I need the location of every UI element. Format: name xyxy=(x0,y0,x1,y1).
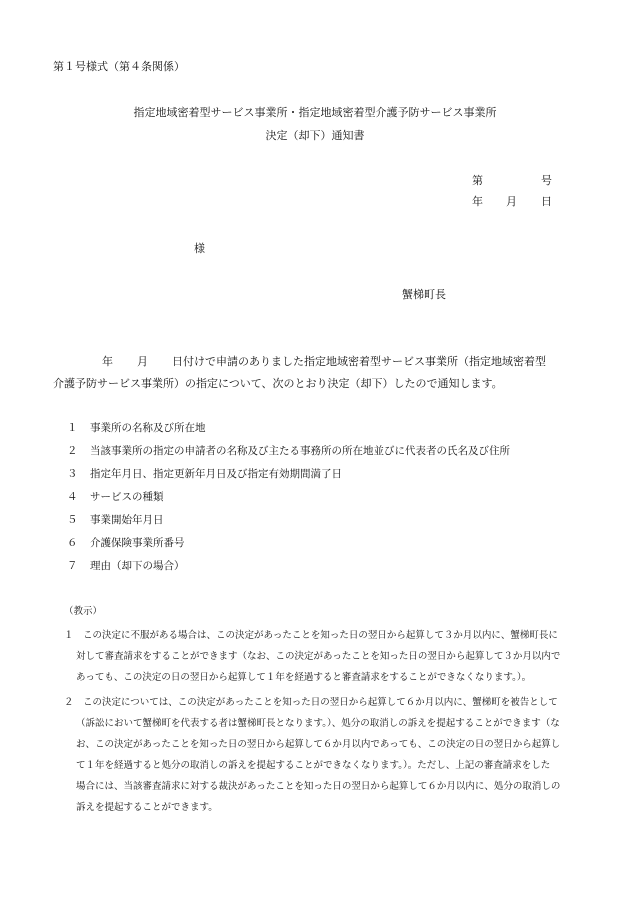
notice-p2-line1: ２ この決定については、この決定があったことを知った日の翌日から起算して６か月以内に、蟹梯町を被告として xyxy=(64,697,558,708)
list-item: 事業所の名称及び所在地 xyxy=(90,422,206,434)
body-line1: 日付けで申請のありました指定地域密着型サービス事業所（指定地域密着型 xyxy=(172,355,546,368)
addressee-suffix: 様 xyxy=(194,242,205,255)
list-item: サービスの種類 xyxy=(90,491,164,503)
notice-p1-line1: １ この決定に不服がある場合は、この決定があったことを知った日の翌日から起算して３か月以内に、蟹梯町長に xyxy=(64,630,558,641)
list-item: 介護保険事業所番号 xyxy=(90,537,185,549)
notice-p2-line3: お、この決定があったことを知った日の翌日から起算して６か月以内であっても、この決定の日の翌日から起算し xyxy=(76,739,561,750)
form-label: 第１号様式（第４条関係） xyxy=(53,60,185,73)
list-item: 事業開始年月日 xyxy=(90,514,164,526)
list-item: 理由（却下の場合） xyxy=(90,560,185,572)
list-item-number: ４ xyxy=(67,491,78,503)
list-item: 当該事業所の指定の申請者の名称及び主たる事務所の所在地並びに代表者の氏名及び住所 xyxy=(90,445,510,457)
date-day: 日 xyxy=(541,195,552,208)
notice-heading: （教示） xyxy=(64,606,103,617)
document-title-line2: 決定（却下）通知書 xyxy=(265,129,365,142)
body-line2: 介護予防サービス事業所）の指定について、次のとおり決定（却下）したので通知します。 xyxy=(53,377,503,390)
notice-p2-line4: て１年を経過すると処分の取消しの訴えを提起することができなくなります。）。ただし、上記の審査請求をした xyxy=(76,760,551,771)
date-year: 年 xyxy=(472,195,483,208)
notice-p2-line5: 場合には、当該審査請求に対する裁決があったことを知った日の翌日から起算して６か月以内に、処分の取消しの xyxy=(76,781,561,792)
list-item: 指定年月日、指定更新年月日及び指定有効期間満了日 xyxy=(90,468,342,480)
list-item-number: ５ xyxy=(67,514,78,526)
list-item-number: ６ xyxy=(67,537,78,549)
issuer-name: 蟹梯町長 xyxy=(402,288,446,301)
doc-no-prefix: 第 xyxy=(472,174,483,187)
doc-no-suffix: 号 xyxy=(541,174,552,187)
body-month: 月 xyxy=(137,355,148,368)
list-item-number: ７ xyxy=(67,560,78,572)
document-title-line1: 指定地域密着型サービス事業所・指定地域密着型介護予防サービス事業所 xyxy=(133,106,497,119)
notice-p1-line2: 対して審査請求をすることができます（なお、この決定があったことを知った日の翌日から起算して３か月以内で xyxy=(76,651,561,662)
body-year: 年 xyxy=(102,355,113,368)
notice-p2-line2: （訴訟において蟹梯町を代表する者は蟹梯町長となります。）、処分の取消しの訴えを提起することができます（な xyxy=(76,718,560,729)
notice-p2-line6: 訴えを提起することができます。 xyxy=(76,802,218,813)
notice-p1-line3: あっても、この決定の日の翌日から起算して１年を経過すると審査請求をすることができなくなります。）。 xyxy=(76,672,532,683)
date-month: 月 xyxy=(506,195,517,208)
list-item-number: ３ xyxy=(67,468,78,480)
list-item-number: ２ xyxy=(67,445,78,457)
list-item-number: １ xyxy=(67,422,78,434)
